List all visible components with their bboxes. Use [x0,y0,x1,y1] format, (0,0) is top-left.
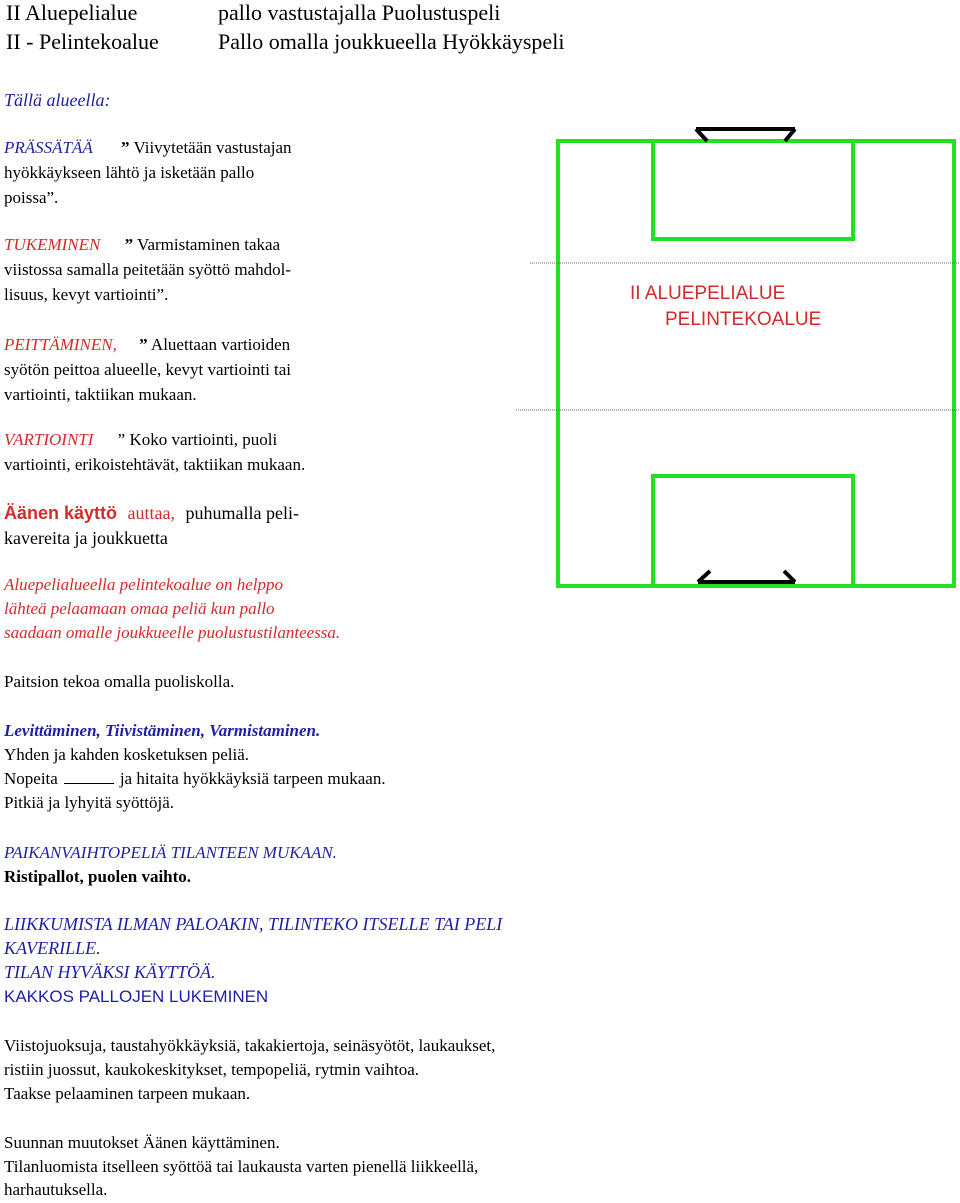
paikanvaihto-text: PAIKANVAIHTOPELIÄ TILANTEEN MUKAAN. [4,843,337,862]
tukeminen-line3: lisuus, kevyt vartiointi”. [4,285,169,304]
aanen-line1 [4,503,299,524]
section-vartiointi-line1 [4,430,277,450]
top-penalty-box [653,141,853,239]
quote-mark: ” [117,430,126,449]
peittaminen-text: Aluettaan vartioiden [150,335,291,354]
section-prassataa-line1 [4,138,292,158]
tilanluo-line2: harhautuksella. [4,1180,108,1199]
bottom-goal [698,571,795,582]
aluepeli-line3: saadaan omalle joukkueelle puolustustilanteessa. [4,623,341,642]
zone-label-line2: PELINTEKOALUE [665,309,822,330]
blank-underline [64,771,114,784]
quote-mark: ” [139,335,148,354]
vartiointi-label: VARTIOINTI [4,430,94,449]
ristipallot-text: Ristipallot, puolen vaihto. [4,867,192,886]
aanen-red: auttaa, [127,503,176,523]
suunnan-text: Suunnan muutokset Äänen käyttäminen. [4,1133,280,1152]
prassataa-label: PRÄSSÄTÄÄ [4,138,93,157]
liikkumista-line2: KAVERILLE. [4,938,101,958]
tilanluo-line1: Tilanluomista itselleen syöttöä tai laukausta varten pienellä liikkeellä, [4,1157,479,1176]
pitkia-text: Pitkiä ja lyhyitä syöttöjä. [4,793,174,812]
header-line2-right: Pallo omalla joukkueella Hyökkäyspeli [218,29,565,54]
nopeita-b: ja hitaita hyökkäyksiä tarpeen mukaan. [119,769,386,788]
taakse-text: Taakse pelaaminen tarpeen mukaan. [4,1084,251,1103]
peittaminen-line3: vartiointi, taktiikan mukaan. [4,385,197,404]
kakkos-text: KAKKOS PALLOJEN LUKEMINEN [4,987,269,1006]
liikkumista-line1: LIIKKUMISTA ILMAN PALOAKIN, TILINTEKO ITSELLE TAI PELI [4,914,503,934]
header-line1-left: II Aluepelialue [6,0,138,25]
tukeminen-label: TUKEMINEN [4,235,101,254]
tukeminen-line2: viistossa samalla peitetään syöttö mahdol- [4,260,292,279]
levittaminen-text: Levittäminen, Tiivistäminen, Varmistaminen. [4,721,321,740]
aanen-bold: Äänen käyttö [4,503,118,523]
zone-label-line1: II ALUEPELIALUE [630,283,786,304]
aanen-rest: puhumalla peli- [185,503,299,523]
viisto-line2: ristiin juossut, kaukokeskitykset, tempopeliä, rytmin vaihtoa. [4,1060,420,1079]
intro-heading: Tällä alueella: [4,90,111,110]
section-peittaminen-line1 [4,335,290,355]
quote-mark: ” [121,138,130,157]
pitch-diagram [500,120,960,600]
peittaminen-label: PEITTÄMINEN, [4,335,117,354]
yhden-text: Yhden ja kahden kosketuksen peliä. [4,745,250,764]
prassataa-text: Viivytetään vastustajan [133,138,292,157]
tukeminen-text: Varmistaminen takaa [137,235,281,254]
field-boundary [558,141,954,586]
tilan-text: TILAN HYVÄKSI KÄYTTÖÄ. [4,962,216,982]
header-line2-left: II - Pelintekoalue [6,29,159,54]
vartiointi-line2: vartiointi, erikoistehtävät, taktiikan mukaan. [4,455,306,474]
paitsio-text: Paitsion tekoa omalla puoliskolla. [4,672,235,691]
nopeita-a: Nopeita [4,769,58,788]
aluepeli-line2: lähteä pelaamaan omaa peliä kun pallo [4,599,275,618]
peittaminen-line2: syötön peittoa alueelle, kevyt vartiointi tai [4,360,292,379]
bottom-penalty-box [653,476,853,586]
nopeita-line [4,769,386,789]
vartiointi-text: Koko vartiointi, puoli [129,430,278,449]
prassataa-line2: hyökkäykseen lähtö ja isketään pallo [4,163,255,182]
prassataa-line3: poissa”. [4,188,59,207]
quote-mark: ” [124,235,134,254]
viisto-line1: Viistojuoksuja, taustahyökkäyksiä, takakiertoja, seinäsyötöt, laukaukset, [4,1036,496,1055]
section-tukeminen-line1 [4,235,280,255]
aluepeli-line1: Aluepelialueella pelintekoalue on helppo [4,575,283,594]
header-line1-right: pallo vastustajalla Puolustuspeli [218,0,501,25]
aanen-line2: kavereita ja joukkuetta [4,528,168,548]
